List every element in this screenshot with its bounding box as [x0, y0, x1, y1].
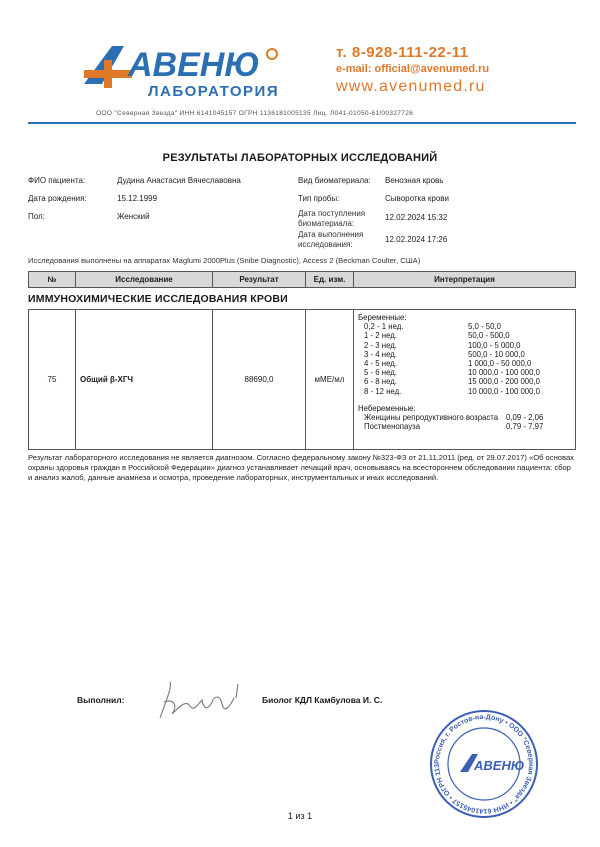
pregnant-title: Беременные: — [358, 313, 407, 322]
svg-text:Россия, г. Ростов-на-Дону • ОО: Россия, г. Ростов-на-Дону • ООО "Северная Звезда" • ИНН 6141045157 • ОГРН 113 — [433, 713, 535, 815]
ref-range: 0,79 - 7,97 — [506, 422, 544, 432]
avenu-logo — [78, 40, 318, 102]
received-value: 12.02.2024 15:32 — [385, 213, 448, 222]
sex-value: Женский — [117, 212, 150, 221]
ref-term: 5 - 6 нед. — [364, 368, 397, 378]
signature-label: Выполнил: — [77, 695, 125, 705]
official-stamp — [428, 708, 540, 820]
row-unit: мМЕ/мл — [306, 310, 354, 449]
header-divider — [28, 122, 576, 124]
signer-name: Биолог КДЛ Камбулова И. С. — [262, 695, 383, 705]
logo-main-text: АВЕНЮ — [128, 46, 260, 84]
ref-range: 10 000,0 - 100 000,0 — [468, 386, 540, 396]
contacts-block — [336, 44, 576, 96]
ref-range: 500,0 - 10 000,0 — [468, 349, 525, 359]
logo-sub-text: ЛАБОРАТОРИЯ — [148, 83, 280, 100]
results-table-header — [28, 271, 576, 288]
row-interpretation — [354, 310, 575, 449]
col-interpretation: Интерпретация — [434, 275, 495, 284]
row-num: 75 — [29, 310, 76, 449]
ref-term: 3 - 4 нед. — [364, 349, 397, 359]
ref-range: 15 000,0 - 200 000,0 — [468, 377, 540, 387]
sample-type-value: Сыворотка крови — [385, 194, 449, 203]
sample-type-label: Тип пробы: — [298, 194, 340, 203]
received-label: Дата поступления биоматериала: — [298, 209, 366, 228]
ref-group: Женщины репродуктивного возраста — [364, 413, 499, 423]
phone-number: т. 8-928-111-22-11 — [336, 44, 469, 61]
ref-term: 0,2 - 1 нед. — [364, 322, 404, 332]
website: www.avenumed.ru — [336, 78, 486, 95]
patient-name: Дудина Анастасия Вячеславовна — [117, 176, 241, 185]
ref-term: 8 - 12 нед. — [364, 386, 402, 396]
ref-group: Постменопауза — [364, 422, 421, 432]
ref-term: 6 - 8 нед. — [364, 377, 397, 387]
dob-value: 15.12.1999 — [117, 194, 158, 203]
ref-range: 50,0 - 500,0 — [468, 331, 510, 341]
handwritten-signature — [150, 676, 260, 726]
ref-range: 100,0 - 5 000,0 — [468, 340, 521, 350]
section-title: ИММУНОХИМИЧЕСКИЕ ИССЛЕДОВАНИЯ КРОВИ — [28, 293, 288, 305]
material-label: Вид биоматериала: — [298, 176, 371, 185]
material-value: Венозная кровь — [385, 176, 444, 185]
nonpregnant-title: Небеременные: — [358, 403, 416, 413]
page-number: 1 из 1 — [287, 811, 313, 821]
ref-term: 2 - 3 нед. — [364, 340, 397, 350]
ref-range: 5,0 - 50,0 — [468, 322, 501, 332]
disclaimer: Результат лабораторного исследования не является диагнозом. Согласно федеральному закону №323-ФЗ от 21.11.2011 (ред. от 29.07.2017) «Об основах охраны здоровья граждан в Российской Федерации» диагноз устанавливает лечащий врач, основываясь на всестороннем обследовании пациента: сбор и анализ жалоб, данные анамнеза и осмотра, проведение лабораторных, инструментальных и иных исследований. — [28, 453, 574, 482]
ref-term: 1 - 2 нед. — [364, 331, 397, 341]
col-result: Результат — [213, 272, 306, 287]
table-row — [28, 309, 576, 450]
org-details: ООО "Северная Звезда" ИНН 6141045157 ОГРН 1136181005135 Лиц. Л041-01050-61/00327726 — [96, 110, 414, 117]
sex-label: Пол: — [28, 212, 45, 221]
ref-range: 10 000,0 - 100 000,0 — [468, 368, 540, 378]
row-result: 88690,0 — [213, 310, 306, 449]
patient-name-label: ФИО пациента: — [28, 176, 86, 185]
done-label: Дата выполнения исследования: — [298, 230, 364, 249]
row-test: Общий β-ХГЧ — [76, 310, 213, 449]
col-unit: Ед. изм. — [306, 272, 354, 287]
dob-label: Дата рождения: — [28, 194, 87, 203]
done-value: 12.02.2024 17:26 — [385, 235, 448, 244]
equipment-note: Исследования выполнены на аппаратах Maglumi 2000Plus (Snibe Diagnostic), Access 2 (Beckman Coulter, США) — [28, 256, 421, 265]
ref-range: 0,09 - 2,06 — [506, 413, 544, 423]
page-title: РЕЗУЛЬТАТЫ ЛАБОРАТОРНЫХ ИССЛЕДОВАНИЙ — [162, 152, 438, 164]
col-num: № — [29, 272, 76, 287]
ref-term: 4 - 5 нед. — [364, 359, 397, 369]
ref-range: 1 000,0 - 50 000,0 — [468, 359, 532, 369]
stamp-logo: АВЕНЮ — [474, 758, 525, 773]
email-address: e-mail: official@avenumed.ru — [336, 63, 490, 75]
col-test: Исследование — [76, 272, 213, 287]
